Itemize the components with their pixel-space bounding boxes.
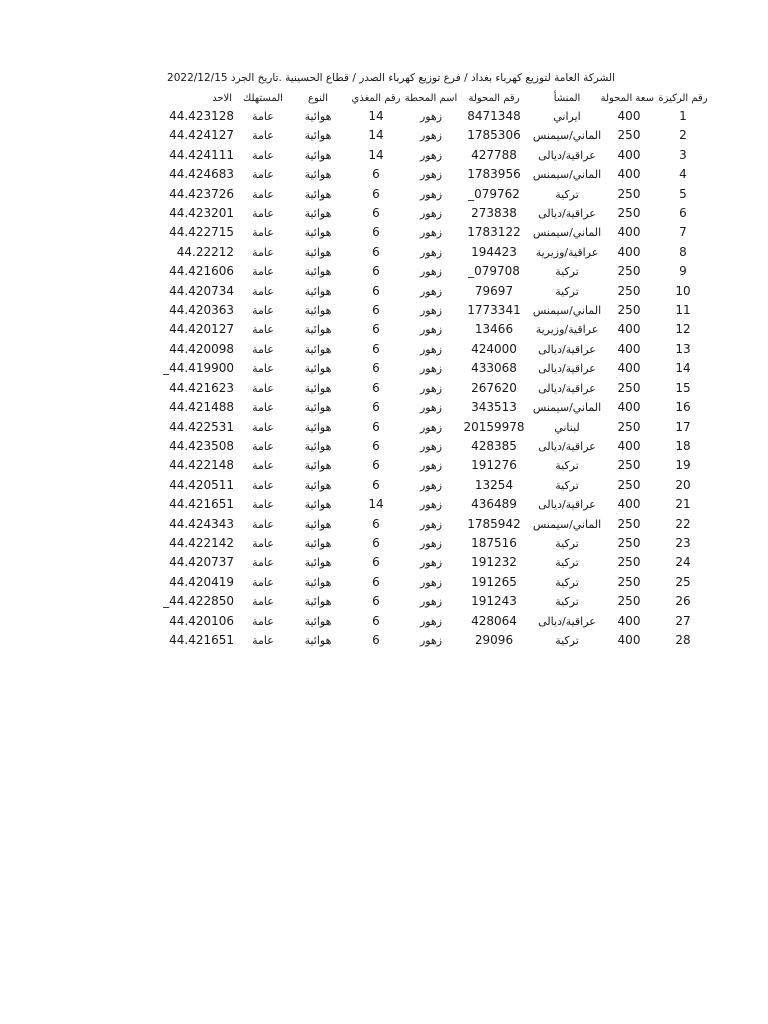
cell-type: هوائية (304, 459, 332, 473)
table-body (128, 107, 712, 650)
cell-origin: عراقية/وزيرية (535, 323, 599, 337)
cell-consumer: عامة (252, 420, 274, 434)
cell-station: زهور (419, 265, 443, 279)
cell-origin: الماني/سيمنس (532, 226, 602, 240)
cell-pole-no: 18 (675, 438, 691, 453)
cell-type: هوائية (304, 362, 332, 376)
cell-origin: تركية (555, 556, 579, 570)
cell-consumer: عامة (252, 439, 274, 453)
cell-origin: تركية (555, 536, 579, 550)
cell-coordinate: 44.420098 (169, 341, 234, 356)
cell-capacity: 250 (617, 206, 641, 221)
cell-pole-no: 5 (679, 186, 687, 201)
cell-feeder-no: 6 (372, 244, 380, 259)
cell-feeder-no: 6 (372, 438, 380, 453)
cell-origin: عراقية/ديالى (538, 498, 596, 512)
cell-transformer-no: 20159978 (463, 419, 525, 434)
cell-type: هوائية (304, 478, 332, 492)
cell-station: زهور (419, 304, 443, 318)
table-row (128, 612, 712, 631)
header-station: اسم المحطة (404, 93, 458, 104)
cell-transformer-no: 79697 (474, 283, 514, 298)
cell-type: هوائية (304, 129, 332, 143)
cell-capacity: 400 (617, 497, 641, 512)
cell-transformer-no: 194423 (471, 244, 517, 259)
cell-consumer: عامة (252, 129, 274, 143)
cell-capacity: 250 (617, 380, 641, 395)
cell-feeder-no: 6 (372, 458, 380, 473)
cell-feeder-no: 6 (372, 303, 380, 318)
cell-type: هوائية (304, 226, 332, 240)
cell-origin: تركية (555, 284, 579, 298)
cell-type: هوائية (304, 265, 332, 279)
cell-feeder-no: 14 (368, 497, 384, 512)
cell-pole-no: 3 (679, 147, 687, 162)
cell-type: هوائية (304, 517, 332, 531)
cell-type: هوائية (304, 381, 332, 395)
table-row (128, 398, 712, 417)
cell-station: زهور (419, 575, 443, 589)
cell-capacity: 400 (617, 438, 641, 453)
header-consumer: المستهلك (243, 93, 283, 104)
cell-station: زهور (419, 595, 443, 609)
cell-type: هوائية (304, 245, 332, 259)
cell-origin: تركية (555, 633, 579, 647)
cell-pole-no: 23 (675, 535, 691, 550)
cell-transformer-no: 1783956 (467, 167, 521, 182)
cell-pole-no: 12 (675, 322, 691, 337)
cell-pole-no: 11 (675, 303, 691, 318)
cell-consumer: عامة (252, 342, 274, 356)
cell-station: زهور (419, 207, 443, 221)
cell-transformer-no: 1785306 (467, 128, 521, 143)
cell-pole-no: 17 (675, 419, 691, 434)
cell-origin: الماني/سيمنس (532, 304, 602, 318)
cell-type: هوائية (304, 614, 332, 628)
cell-capacity: 400 (617, 147, 641, 162)
cell-feeder-no: 6 (372, 574, 380, 589)
cell-capacity: 250 (617, 128, 641, 143)
cell-coordinate: 44.419900_ (163, 361, 234, 376)
cell-station: زهور (419, 110, 443, 123)
cell-coordinate: 44.422531 (169, 419, 234, 434)
document-title: الشركة العامة لتوزيع كهرباء بغداد / فرع توزيع كهرباء الصدر / قطاع الحسينية .تاريخ الجرد 2022/12/15 (167, 72, 615, 84)
cell-capacity: 400 (617, 109, 641, 123)
cell-station: زهور (419, 556, 443, 570)
cell-consumer: عامة (252, 245, 274, 259)
cell-feeder-no: 6 (372, 594, 380, 609)
header-row (128, 90, 712, 107)
cell-transformer-no: 1783122 (467, 225, 521, 240)
table-row (128, 223, 712, 242)
cell-capacity: 250 (617, 283, 641, 298)
cell-consumer: عامة (252, 401, 274, 415)
cell-origin: عراقية/وزيرية (535, 245, 599, 259)
cell-type: هوائية (304, 187, 332, 201)
cell-coordinate: 44.422142 (169, 535, 234, 550)
cell-station: زهور (419, 633, 443, 647)
table-row (128, 107, 712, 126)
cell-station: زهور (419, 401, 443, 415)
cell-type: هوائية (304, 575, 332, 589)
cell-feeder-no: 6 (372, 186, 380, 201)
cell-pole-no: 22 (675, 516, 691, 531)
cell-pole-no: 26 (675, 594, 691, 609)
cell-consumer: عامة (252, 323, 274, 337)
table-row (128, 553, 712, 572)
cell-pole-no: 21 (675, 497, 691, 512)
table-row (128, 573, 712, 592)
cell-pole-no: 27 (675, 613, 691, 628)
cell-transformer-no: 433068 (471, 361, 517, 376)
cell-feeder-no: 6 (372, 516, 380, 531)
cell-origin: تركية (555, 265, 579, 279)
cell-consumer: عامة (252, 556, 274, 570)
header-transformer-no: رقم المحولة (468, 93, 520, 104)
cell-transformer-no: 191276 (471, 458, 517, 473)
cell-pole-no: 7 (679, 225, 687, 240)
cell-consumer: عامة (252, 168, 274, 182)
cell-feeder-no: 6 (372, 361, 380, 376)
table-row (128, 631, 712, 650)
cell-coordinate: 44.420734 (169, 283, 234, 298)
table-row (128, 515, 712, 534)
cell-type: هوائية (304, 498, 332, 512)
header-origin: المنشأ (553, 93, 581, 104)
table-row (128, 437, 712, 456)
cell-station: زهور (419, 536, 443, 550)
header-feeder-no: رقم المغذي (351, 93, 401, 104)
cell-station: زهور (419, 478, 443, 492)
cell-capacity: 250 (617, 186, 641, 201)
cell-capacity: 400 (617, 613, 641, 628)
cell-consumer: عامة (252, 478, 274, 492)
cell-transformer-no: 079708_ (468, 264, 520, 279)
cell-pole-no: 9 (679, 264, 687, 279)
cell-origin: عراقية/ديالى (538, 381, 596, 395)
cell-station: زهور (419, 187, 443, 201)
cell-consumer: عامة (252, 148, 274, 162)
cell-feeder-no: 6 (372, 225, 380, 240)
cell-transformer-no: 8471348 (467, 109, 521, 123)
cell-origin: تركية (555, 187, 579, 201)
cell-consumer: عامة (252, 265, 274, 279)
cell-coordinate: 44.420511 (169, 477, 234, 492)
table-row (128, 418, 712, 437)
cell-coordinate: 44.420419 (169, 574, 234, 589)
cell-coordinate: 44.422148 (169, 458, 234, 473)
cell-consumer: عامة (252, 614, 274, 628)
cell-consumer: عامة (252, 633, 274, 647)
cell-consumer: عامة (252, 381, 274, 395)
cell-capacity: 250 (617, 555, 641, 570)
table-row (128, 204, 712, 223)
cell-capacity: 250 (617, 419, 641, 434)
table-row (128, 146, 712, 165)
cell-pole-no: 8 (679, 244, 687, 259)
cell-coordinate: 44.423726 (169, 186, 234, 201)
cell-capacity: 400 (617, 400, 641, 415)
cell-type: هوائية (304, 323, 332, 337)
cell-feeder-no: 6 (372, 206, 380, 221)
table-row (128, 165, 712, 184)
table-row (128, 379, 712, 398)
cell-consumer: عامة (252, 459, 274, 473)
cell-transformer-no: 1785942 (467, 516, 521, 531)
cell-coordinate: 44.421623 (169, 380, 234, 395)
cell-consumer: عامة (252, 362, 274, 376)
cell-transformer-no: 079762_ (468, 186, 520, 201)
cell-station: زهور (419, 148, 443, 162)
cell-capacity: 400 (617, 341, 641, 356)
cell-type: هوائية (304, 304, 332, 318)
cell-coordinate: 44.421488 (169, 400, 234, 415)
table-row (128, 185, 712, 204)
cell-coordinate: 44.22212 (176, 244, 234, 259)
cell-pole-no: 20 (675, 477, 691, 492)
cell-capacity: 400 (617, 244, 641, 259)
cell-capacity: 400 (617, 322, 641, 337)
cell-coordinate: 44.423508 (169, 438, 234, 453)
header-pole-no: رقم الركيزة (658, 93, 708, 104)
cell-type: هوائية (304, 110, 332, 123)
cell-transformer-no: 424000 (471, 341, 517, 356)
cell-station: زهور (419, 342, 443, 356)
cell-transformer-no: 13466 (474, 322, 514, 337)
table-row (128, 534, 712, 553)
cell-transformer-no: 29096 (474, 632, 514, 647)
cell-transformer-no: 428385 (471, 438, 517, 453)
cell-station: زهور (419, 168, 443, 182)
cell-coordinate: 44.423201 (169, 206, 234, 221)
cell-type: هوائية (304, 168, 332, 182)
table-row (128, 340, 712, 359)
cell-type: هوائية (304, 342, 332, 356)
cell-transformer-no: 1773341 (467, 303, 521, 318)
cell-coordinate: 44.421651 (169, 632, 234, 647)
header-capacity: سعة المحولة (600, 93, 654, 104)
cell-capacity: 250 (617, 594, 641, 609)
cell-origin: تركية (555, 595, 579, 609)
cell-consumer: عامة (252, 498, 274, 512)
cell-coordinate: 44.420363 (169, 303, 234, 318)
cell-capacity: 250 (617, 458, 641, 473)
cell-type: هوائية (304, 633, 332, 647)
cell-capacity: 250 (617, 516, 641, 531)
cell-pole-no: 28 (675, 632, 691, 647)
table-row (128, 282, 712, 301)
cell-origin: الماني/سيمنس (532, 168, 602, 182)
cell-transformer-no: 191232 (471, 555, 517, 570)
cell-coordinate: 44.424343 (169, 516, 234, 531)
cell-origin: عراقية/ديالى (538, 207, 596, 221)
cell-station: زهور (419, 498, 443, 512)
cell-feeder-no: 6 (372, 613, 380, 628)
cell-type: هوائية (304, 207, 332, 221)
cell-pole-no: 19 (675, 458, 691, 473)
cell-capacity: 400 (617, 167, 641, 182)
table-row (128, 476, 712, 495)
cell-feeder-no: 6 (372, 555, 380, 570)
cell-transformer-no: 191243 (471, 594, 517, 609)
cell-feeder-no: 6 (372, 632, 380, 647)
cell-transformer-no: 187516 (471, 535, 517, 550)
cell-coordinate: 44.420737 (169, 555, 234, 570)
cell-origin: لبناني (554, 420, 580, 434)
cell-feeder-no: 6 (372, 283, 380, 298)
cell-origin: عراقية/ديالى (538, 614, 596, 628)
table-row (128, 495, 712, 514)
cell-capacity: 250 (617, 264, 641, 279)
header-coordinates: الاحد (212, 93, 232, 104)
cell-coordinate: 44.424127 (169, 128, 234, 143)
cell-consumer: عامة (252, 226, 274, 240)
cell-capacity: 250 (617, 535, 641, 550)
cell-consumer: عامة (252, 207, 274, 221)
cell-station: زهور (419, 517, 443, 531)
table-row (128, 320, 712, 339)
cell-pole-no: 4 (679, 167, 687, 182)
cell-coordinate: 44.420127 (169, 322, 234, 337)
cell-transformer-no: 428064 (471, 613, 517, 628)
cell-transformer-no: 436489 (471, 497, 517, 512)
cell-station: زهور (419, 362, 443, 376)
cell-feeder-no: 14 (368, 109, 384, 123)
cell-transformer-no: 267620 (471, 380, 517, 395)
cell-station: زهور (419, 459, 443, 473)
cell-feeder-no: 6 (372, 419, 380, 434)
table-row (128, 301, 712, 320)
cell-transformer-no: 343513 (471, 400, 517, 415)
cell-feeder-no: 14 (368, 147, 384, 162)
cell-station: زهور (419, 226, 443, 240)
cell-transformer-no: 273838 (471, 206, 517, 221)
cell-pole-no: 10 (675, 283, 691, 298)
cell-pole-no: 2 (679, 128, 687, 143)
cell-coordinate: 44.421606 (169, 264, 234, 279)
table-row (128, 262, 712, 281)
cell-consumer: عامة (252, 517, 274, 531)
cell-type: هوائية (304, 401, 332, 415)
cell-station: زهور (419, 323, 443, 337)
cell-type: هوائية (304, 439, 332, 453)
cell-station: زهور (419, 284, 443, 298)
cell-feeder-no: 6 (372, 322, 380, 337)
cell-coordinate: 44.424683 (169, 167, 234, 182)
table-row (128, 126, 712, 145)
cell-station: زهور (419, 129, 443, 143)
cell-origin: تركية (555, 459, 579, 473)
transformer-inventory-table (128, 90, 712, 650)
cell-capacity: 400 (617, 225, 641, 240)
cell-feeder-no: 6 (372, 400, 380, 415)
cell-transformer-no: 191265 (471, 574, 517, 589)
cell-pole-no: 15 (675, 380, 691, 395)
cell-feeder-no: 6 (372, 341, 380, 356)
cell-type: هوائية (304, 148, 332, 162)
cell-origin: عراقية/ديالى (538, 439, 596, 453)
cell-type: هوائية (304, 556, 332, 570)
cell-origin: ايراني (553, 110, 581, 123)
cell-origin: عراقية/ديالى (538, 362, 596, 376)
cell-type: هوائية (304, 420, 332, 434)
cell-consumer: عامة (252, 304, 274, 318)
cell-type: هوائية (304, 284, 332, 298)
cell-origin: عراقية/ديالى (538, 342, 596, 356)
cell-type: هوائية (304, 595, 332, 609)
cell-capacity: 250 (617, 477, 641, 492)
table-row (128, 592, 712, 611)
table-row (128, 456, 712, 475)
header-type: النوع (308, 93, 328, 104)
cell-consumer: عامة (252, 536, 274, 550)
cell-coordinate: 44.422715 (169, 225, 234, 240)
cell-pole-no: 6 (679, 206, 687, 221)
cell-pole-no: 25 (675, 574, 691, 589)
cell-capacity: 400 (617, 361, 641, 376)
cell-coordinate: 44.423128 (169, 109, 234, 123)
cell-origin: عراقية/ديالى (538, 148, 596, 162)
cell-station: زهور (419, 439, 443, 453)
cell-feeder-no: 6 (372, 477, 380, 492)
cell-station: زهور (419, 381, 443, 395)
cell-station: زهور (419, 245, 443, 259)
cell-pole-no: 24 (675, 555, 691, 570)
cell-pole-no: 1 (679, 109, 687, 123)
cell-feeder-no: 6 (372, 167, 380, 182)
cell-coordinate: 44.421651 (169, 497, 234, 512)
cell-capacity: 250 (617, 574, 641, 589)
cell-consumer: عامة (252, 284, 274, 298)
cell-consumer: عامة (252, 575, 274, 589)
cell-type: هوائية (304, 536, 332, 550)
table-row (128, 243, 712, 262)
cell-origin: الماني/سيمنس (532, 129, 602, 143)
cell-feeder-no: 14 (368, 128, 384, 143)
cell-feeder-no: 6 (372, 535, 380, 550)
table-row (128, 359, 712, 378)
cell-coordinate: 44.422850_ (163, 594, 234, 609)
cell-feeder-no: 6 (372, 380, 380, 395)
cell-pole-no: 13 (675, 341, 691, 356)
cell-capacity: 250 (617, 303, 641, 318)
cell-transformer-no: 13254 (474, 477, 514, 492)
cell-origin: الماني/سيمنس (532, 517, 602, 531)
cell-pole-no: 16 (675, 400, 691, 415)
cell-coordinate: 44.424111 (169, 147, 234, 162)
cell-origin: تركية (555, 575, 579, 589)
cell-transformer-no: 427788 (471, 147, 517, 162)
cell-capacity: 400 (617, 632, 641, 647)
cell-consumer: عامة (252, 187, 274, 201)
cell-station: زهور (419, 420, 443, 434)
cell-origin: الماني/سيمنس (532, 401, 602, 415)
cell-coordinate: 44.420106 (169, 613, 234, 628)
cell-consumer: عامة (252, 595, 274, 609)
cell-consumer: عامة (252, 110, 274, 123)
cell-feeder-no: 6 (372, 264, 380, 279)
cell-pole-no: 14 (675, 361, 691, 376)
cell-origin: تركية (555, 478, 579, 492)
cell-station: زهور (419, 614, 443, 628)
